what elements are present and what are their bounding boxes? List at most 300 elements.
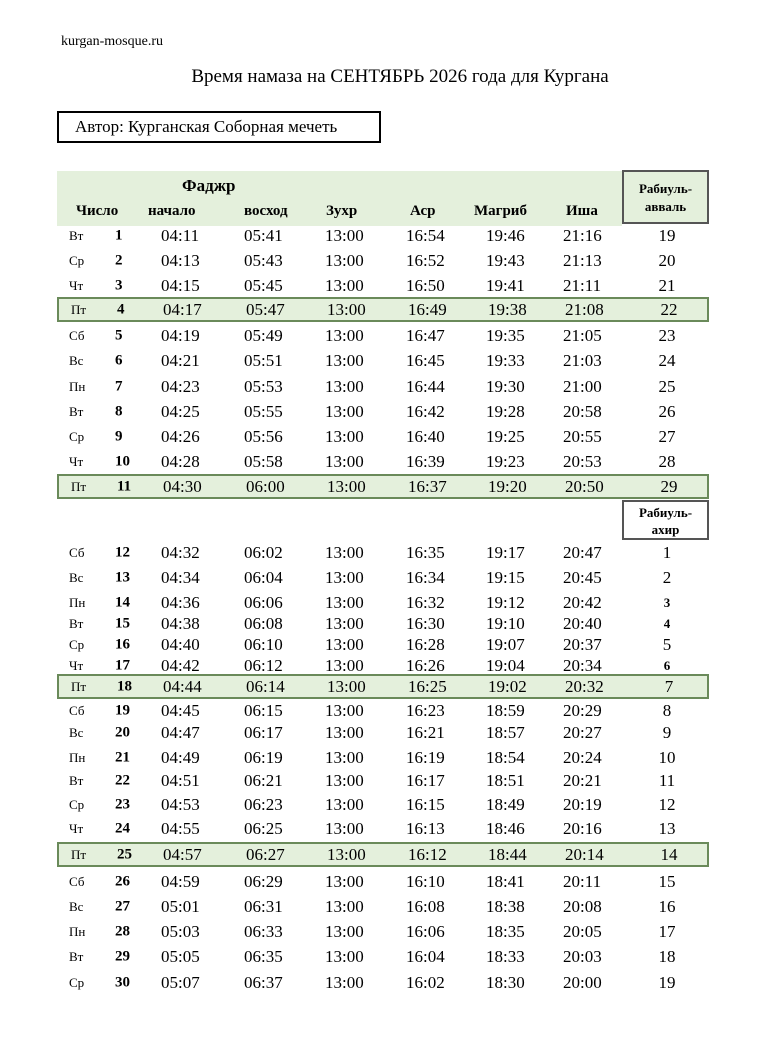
sunrise: 06:35: [244, 946, 283, 966]
hijri-day: 5: [662, 634, 672, 654]
day-of-week: Пт: [71, 678, 87, 694]
maghrib: 19:04: [486, 655, 525, 675]
hijri-day: 19: [658, 225, 676, 245]
isha: 20:16: [563, 818, 602, 838]
hijri-day: 28: [658, 451, 676, 471]
day-number: 5: [115, 327, 123, 343]
maghrib: 18:57: [486, 722, 525, 742]
sunrise: 06:00: [246, 476, 285, 496]
hijri-day: 6: [663, 657, 671, 673]
sunrise: 06:14: [246, 676, 285, 696]
zuhr: 13:00: [325, 426, 364, 446]
isha: 20:14: [565, 844, 604, 864]
day-number: 23: [115, 796, 130, 812]
day-of-week: Вс: [69, 569, 84, 585]
asr: 16:04: [406, 946, 445, 966]
zuhr: 13:00: [325, 325, 364, 345]
isha: 21:11: [563, 275, 602, 295]
table-row: [57, 248, 709, 273]
day-number: 21: [115, 749, 130, 765]
fajr-start: 04:32: [161, 542, 200, 562]
hijri-day: 26: [658, 401, 676, 421]
maghrib: 19:28: [486, 401, 525, 421]
sunrise: 05:55: [244, 401, 283, 421]
fajr-start: 04:55: [161, 818, 200, 838]
day-of-week: Вс: [69, 724, 84, 740]
hijri-day: 24: [658, 350, 676, 370]
fajr-start: 04:57: [163, 844, 202, 864]
maghrib: 19:23: [486, 451, 525, 471]
hijri-day: 3: [663, 594, 671, 610]
table-row: [57, 745, 709, 770]
isha: 21:13: [563, 250, 602, 270]
fajr-start: 04:15: [161, 275, 200, 295]
hijri-day: 13: [658, 818, 676, 838]
zuhr: 13:00: [325, 613, 364, 633]
asr: 16:15: [406, 794, 445, 814]
hijri-month-rabi-al-awwal: [622, 170, 709, 224]
sunrise: 06:08: [244, 613, 283, 633]
table-row: [57, 273, 709, 298]
asr: 16:26: [406, 655, 445, 675]
hijri-day: 8: [662, 700, 672, 720]
isha: 20:08: [563, 896, 602, 916]
asr: 16:10: [406, 871, 445, 891]
maghrib: 18:54: [486, 747, 525, 767]
day-of-week: Вт: [69, 948, 84, 964]
asr: 16:35: [406, 542, 445, 562]
hijri-month-rabi-al-akhir: [622, 500, 709, 540]
sunrise: 06:29: [244, 871, 283, 891]
asr: 16:45: [406, 350, 445, 370]
zuhr: 13:00: [325, 946, 364, 966]
header-sunrise: восход: [244, 203, 288, 219]
zuhr: 13:00: [325, 451, 364, 471]
asr: 16:19: [406, 747, 445, 767]
asr: 16:02: [406, 972, 445, 992]
zuhr: 13:00: [325, 567, 364, 587]
sunrise: 05:56: [244, 426, 283, 446]
sunrise: 06:06: [244, 592, 283, 612]
hijri-day: 23: [658, 325, 676, 345]
fajr-start: 04:28: [161, 451, 200, 471]
zuhr: 13:00: [325, 794, 364, 814]
table-row: [57, 768, 709, 793]
hijri-month-line: авваль: [644, 199, 687, 214]
hijri-day: 4: [663, 615, 671, 631]
zuhr: 13:00: [325, 376, 364, 396]
table-row: [57, 374, 709, 399]
hijri-day: 10: [658, 747, 676, 767]
day-of-week: Вс: [69, 898, 84, 914]
maghrib: 18:51: [486, 770, 525, 790]
day-number: 17: [115, 657, 130, 673]
table-row: [57, 894, 709, 919]
hijri-day: 1: [662, 542, 672, 562]
day-number: 27: [115, 898, 130, 914]
maghrib: 19:20: [488, 476, 527, 496]
day-number: 2: [115, 252, 123, 268]
fajr-start: 04:45: [161, 700, 200, 720]
asr: 16:34: [406, 567, 445, 587]
hijri-day: 19: [658, 972, 676, 992]
isha: 21:16: [563, 225, 602, 245]
fajr-start: 04:53: [161, 794, 200, 814]
day-of-week: Пн: [69, 749, 86, 765]
fajr-start: 04:44: [163, 676, 202, 696]
zuhr: 13:00: [325, 250, 364, 270]
day-number: 25: [117, 846, 132, 862]
hijri-day: 2: [662, 567, 672, 587]
day-of-week: Пн: [69, 923, 86, 939]
maghrib: 18:44: [488, 844, 527, 864]
day-number: 29: [115, 948, 130, 964]
hijri-day: 27: [658, 426, 676, 446]
asr: 16:42: [406, 401, 445, 421]
fajr-start: 04:40: [161, 634, 200, 654]
isha: 20:19: [563, 794, 602, 814]
hijri-day: 7: [664, 676, 674, 696]
sunrise: 06:12: [244, 655, 283, 675]
maghrib: 18:59: [486, 700, 525, 720]
maghrib: 18:33: [486, 946, 525, 966]
sunrise: 05:43: [244, 250, 283, 270]
maghrib: 19:17: [486, 542, 525, 562]
table-row: [57, 792, 709, 817]
day-of-week: Чт: [69, 657, 84, 673]
maghrib: 19:46: [486, 225, 525, 245]
day-of-week: Пт: [71, 846, 87, 862]
maghrib: 19:25: [486, 426, 525, 446]
table-row: [57, 424, 709, 449]
header-zuhr: Зухр: [326, 203, 358, 219]
zuhr: 13:00: [325, 655, 364, 675]
site-url: kurgan-mosque.ru: [61, 34, 163, 49]
header-isha: Иша: [566, 203, 598, 219]
zuhr: 13:00: [325, 592, 364, 612]
asr: 16:21: [406, 722, 445, 742]
sunrise: 05:47: [246, 299, 285, 319]
fajr-start: 05:01: [161, 896, 200, 916]
hijri-month-line: Рабиуль-: [638, 505, 693, 520]
day-of-week: Вт: [69, 772, 84, 788]
day-number: 9: [115, 428, 123, 444]
day-of-week: Чт: [69, 453, 84, 469]
day-of-week: Пт: [71, 301, 87, 317]
day-number: 3: [115, 277, 123, 293]
day-number: 7: [115, 378, 123, 394]
asr: 16:37: [408, 476, 447, 496]
isha: 20:53: [563, 451, 602, 471]
maghrib: 19:38: [488, 299, 527, 319]
sunrise: 06:17: [244, 722, 283, 742]
day-number: 6: [115, 352, 123, 368]
table-row: [57, 540, 709, 565]
table-row: [57, 970, 709, 995]
table-row: [57, 565, 709, 590]
isha: 20:00: [563, 972, 602, 992]
table-row: [57, 323, 709, 348]
table-row-friday: [57, 474, 709, 499]
day-of-week: Вс: [69, 352, 84, 368]
fajr-start: 04:17: [163, 299, 202, 319]
sunrise: 05:58: [244, 451, 283, 471]
day-number: 22: [115, 772, 130, 788]
author-box: Автор: Курганская Соборная мечеть: [57, 111, 381, 143]
hijri-day: 16: [658, 896, 676, 916]
table-row: [57, 348, 709, 373]
asr: 16:47: [406, 325, 445, 345]
asr: 16:54: [406, 225, 445, 245]
table-row: [57, 399, 709, 424]
maghrib: 18:49: [486, 794, 525, 814]
fajr-start: 04:38: [161, 613, 200, 633]
header-fajr: Фаджр: [182, 176, 236, 195]
day-of-week: Сб: [69, 327, 85, 343]
isha: 20:42: [563, 592, 602, 612]
day-number: 11: [117, 478, 132, 494]
zuhr: 13:00: [325, 350, 364, 370]
asr: 16:30: [406, 613, 445, 633]
hijri-day: 9: [662, 722, 672, 742]
day-number: 12: [115, 544, 130, 560]
day-of-week: Пн: [69, 594, 86, 610]
zuhr: 13:00: [327, 476, 366, 496]
maghrib: 19:41: [486, 275, 525, 295]
isha: 20:32: [565, 676, 604, 696]
hijri-day: 12: [658, 794, 676, 814]
day-number: 28: [115, 923, 130, 939]
day-of-week: Сб: [69, 544, 85, 560]
isha: 21:05: [563, 325, 602, 345]
zuhr: 13:00: [325, 871, 364, 891]
header-maghrib: Магриб: [474, 203, 527, 219]
hijri-day: 11: [658, 770, 676, 790]
zuhr: 13:00: [325, 700, 364, 720]
zuhr: 13:00: [327, 844, 366, 864]
isha: 21:03: [563, 350, 602, 370]
day-of-week: Вт: [69, 615, 84, 631]
zuhr: 13:00: [325, 722, 364, 742]
fajr-start: 04:30: [163, 476, 202, 496]
day-of-week: Ср: [69, 636, 85, 652]
hijri-day: 29: [660, 476, 678, 496]
zuhr: 13:00: [325, 818, 364, 838]
asr: 16:13: [406, 818, 445, 838]
sunrise: 06:23: [244, 794, 283, 814]
asr: 16:06: [406, 921, 445, 941]
page-title: Время намаза на СЕНТЯБРЬ 2026 года для Кургана: [191, 66, 609, 87]
hijri-day: 17: [658, 921, 676, 941]
day-number: 8: [115, 403, 123, 419]
maghrib: 18:35: [486, 921, 525, 941]
zuhr: 13:00: [327, 676, 366, 696]
hijri-month-line: ахир: [651, 522, 680, 537]
maghrib: 19:02: [488, 676, 527, 696]
sunrise: 06:19: [244, 747, 283, 767]
day-of-week: Вт: [69, 403, 84, 419]
sunrise: 06:15: [244, 700, 283, 720]
header-day: Число: [76, 203, 119, 219]
asr: 16:12: [408, 844, 447, 864]
isha: 21:00: [563, 376, 602, 396]
asr: 16:50: [406, 275, 445, 295]
zuhr: 13:00: [325, 542, 364, 562]
header-fajr-start: начало: [148, 203, 196, 219]
sunrise: 05:49: [244, 325, 283, 345]
fajr-start: 04:25: [161, 401, 200, 421]
day-number: 20: [115, 724, 130, 740]
hijri-day: 18: [658, 946, 676, 966]
maghrib: 19:15: [486, 567, 525, 587]
asr: 16:32: [406, 592, 445, 612]
day-number: 19: [115, 702, 130, 718]
isha: 20:11: [563, 871, 602, 891]
fajr-start: 05:03: [161, 921, 200, 941]
day-number: 1: [115, 227, 123, 243]
day-number: 4: [117, 301, 125, 317]
zuhr: 13:00: [325, 972, 364, 992]
maghrib: 18:38: [486, 896, 525, 916]
day-number: 30: [115, 974, 130, 990]
asr: 16:25: [408, 676, 447, 696]
day-of-week: Ср: [69, 252, 85, 268]
day-of-week: Сб: [69, 702, 85, 718]
sunrise: 06:04: [244, 567, 283, 587]
maghrib: 19:12: [486, 592, 525, 612]
fajr-start: 05:07: [161, 972, 200, 992]
zuhr: 13:00: [325, 747, 364, 767]
isha: 20:47: [563, 542, 602, 562]
header-asr: Аср: [410, 203, 436, 219]
asr: 16:52: [406, 250, 445, 270]
day-of-week: Пн: [69, 378, 86, 394]
asr: 16:39: [406, 451, 445, 471]
asr: 16:17: [406, 770, 445, 790]
day-number: 26: [115, 873, 130, 889]
asr: 16:28: [406, 634, 445, 654]
day-number: 16: [115, 636, 130, 652]
isha: 20:55: [563, 426, 602, 446]
sunrise: 05:41: [244, 225, 283, 245]
sunrise: 06:33: [244, 921, 283, 941]
maghrib: 19:10: [486, 613, 525, 633]
fajr-start: 04:19: [161, 325, 200, 345]
asr: 16:08: [406, 896, 445, 916]
maghrib: 19:33: [486, 350, 525, 370]
day-of-week: Ср: [69, 796, 85, 812]
day-of-week: Ср: [69, 974, 85, 990]
fajr-start: 04:13: [161, 250, 200, 270]
isha: 20:50: [565, 476, 604, 496]
day-number: 24: [115, 820, 130, 836]
maghrib: 18:30: [486, 972, 525, 992]
sunrise: 06:31: [244, 896, 283, 916]
day-of-week: Чт: [69, 277, 84, 293]
fajr-start: 04:59: [161, 871, 200, 891]
hijri-month-line: Рабиуль-: [638, 181, 693, 196]
table-row: [57, 869, 709, 894]
hijri-day: 22: [660, 299, 678, 319]
asr: 16:44: [406, 376, 445, 396]
fajr-start: 05:05: [161, 946, 200, 966]
day-of-week: Сб: [69, 873, 85, 889]
fajr-start: 04:26: [161, 426, 200, 446]
table-row-friday: [57, 842, 709, 867]
isha: 20:27: [563, 722, 602, 742]
day-number: 18: [117, 678, 132, 694]
maghrib: 19:35: [486, 325, 525, 345]
day-number: 13: [115, 569, 130, 585]
sunrise: 06:25: [244, 818, 283, 838]
table-row: [57, 944, 709, 969]
fajr-start: 04:11: [161, 225, 200, 245]
table-row: [57, 223, 709, 248]
zuhr: 13:00: [325, 770, 364, 790]
maghrib: 19:30: [486, 376, 525, 396]
isha: 21:08: [565, 299, 604, 319]
maghrib: 18:41: [486, 871, 525, 891]
fajr-start: 04:23: [161, 376, 200, 396]
zuhr: 13:00: [327, 299, 366, 319]
isha: 20:34: [563, 655, 602, 675]
zuhr: 13:00: [325, 634, 364, 654]
hijri-day: 14: [660, 844, 678, 864]
maghrib: 18:46: [486, 818, 525, 838]
table-row: [57, 449, 709, 474]
sunrise: 05:51: [244, 350, 283, 370]
sunrise: 06:21: [244, 770, 283, 790]
table-row: [57, 816, 709, 841]
table-row: [57, 919, 709, 944]
sunrise: 05:53: [244, 376, 283, 396]
zuhr: 13:00: [325, 896, 364, 916]
asr: 16:40: [406, 426, 445, 446]
isha: 20:58: [563, 401, 602, 421]
asr: 16:49: [408, 299, 447, 319]
sunrise: 06:10: [244, 634, 283, 654]
sunrise: 06:37: [244, 972, 283, 992]
zuhr: 13:00: [325, 921, 364, 941]
zuhr: 13:00: [325, 401, 364, 421]
fajr-start: 04:36: [161, 592, 200, 612]
day-of-week: Чт: [69, 820, 84, 836]
hijri-day: 20: [658, 250, 676, 270]
day-of-week: Вт: [69, 227, 84, 243]
isha: 20:40: [563, 613, 602, 633]
isha: 20:21: [563, 770, 602, 790]
isha: 20:37: [563, 634, 602, 654]
hijri-day: 15: [658, 871, 676, 891]
fajr-start: 04:21: [161, 350, 200, 370]
isha: 20:29: [563, 700, 602, 720]
maghrib: 19:07: [486, 634, 525, 654]
fajr-start: 04:51: [161, 770, 200, 790]
hijri-day: 21: [658, 275, 676, 295]
hijri-day: 25: [658, 376, 676, 396]
sunrise: 06:02: [244, 542, 283, 562]
table-row: [57, 720, 709, 745]
fajr-start: 04:47: [161, 722, 200, 742]
sunrise: 06:27: [246, 844, 285, 864]
table-row-friday: [57, 674, 709, 699]
isha: 20:03: [563, 946, 602, 966]
day-of-week: Пт: [71, 478, 87, 494]
day-number: 14: [115, 594, 130, 610]
sunrise: 05:45: [244, 275, 283, 295]
day-of-week: Ср: [69, 428, 85, 444]
table-row-friday: [57, 297, 709, 322]
